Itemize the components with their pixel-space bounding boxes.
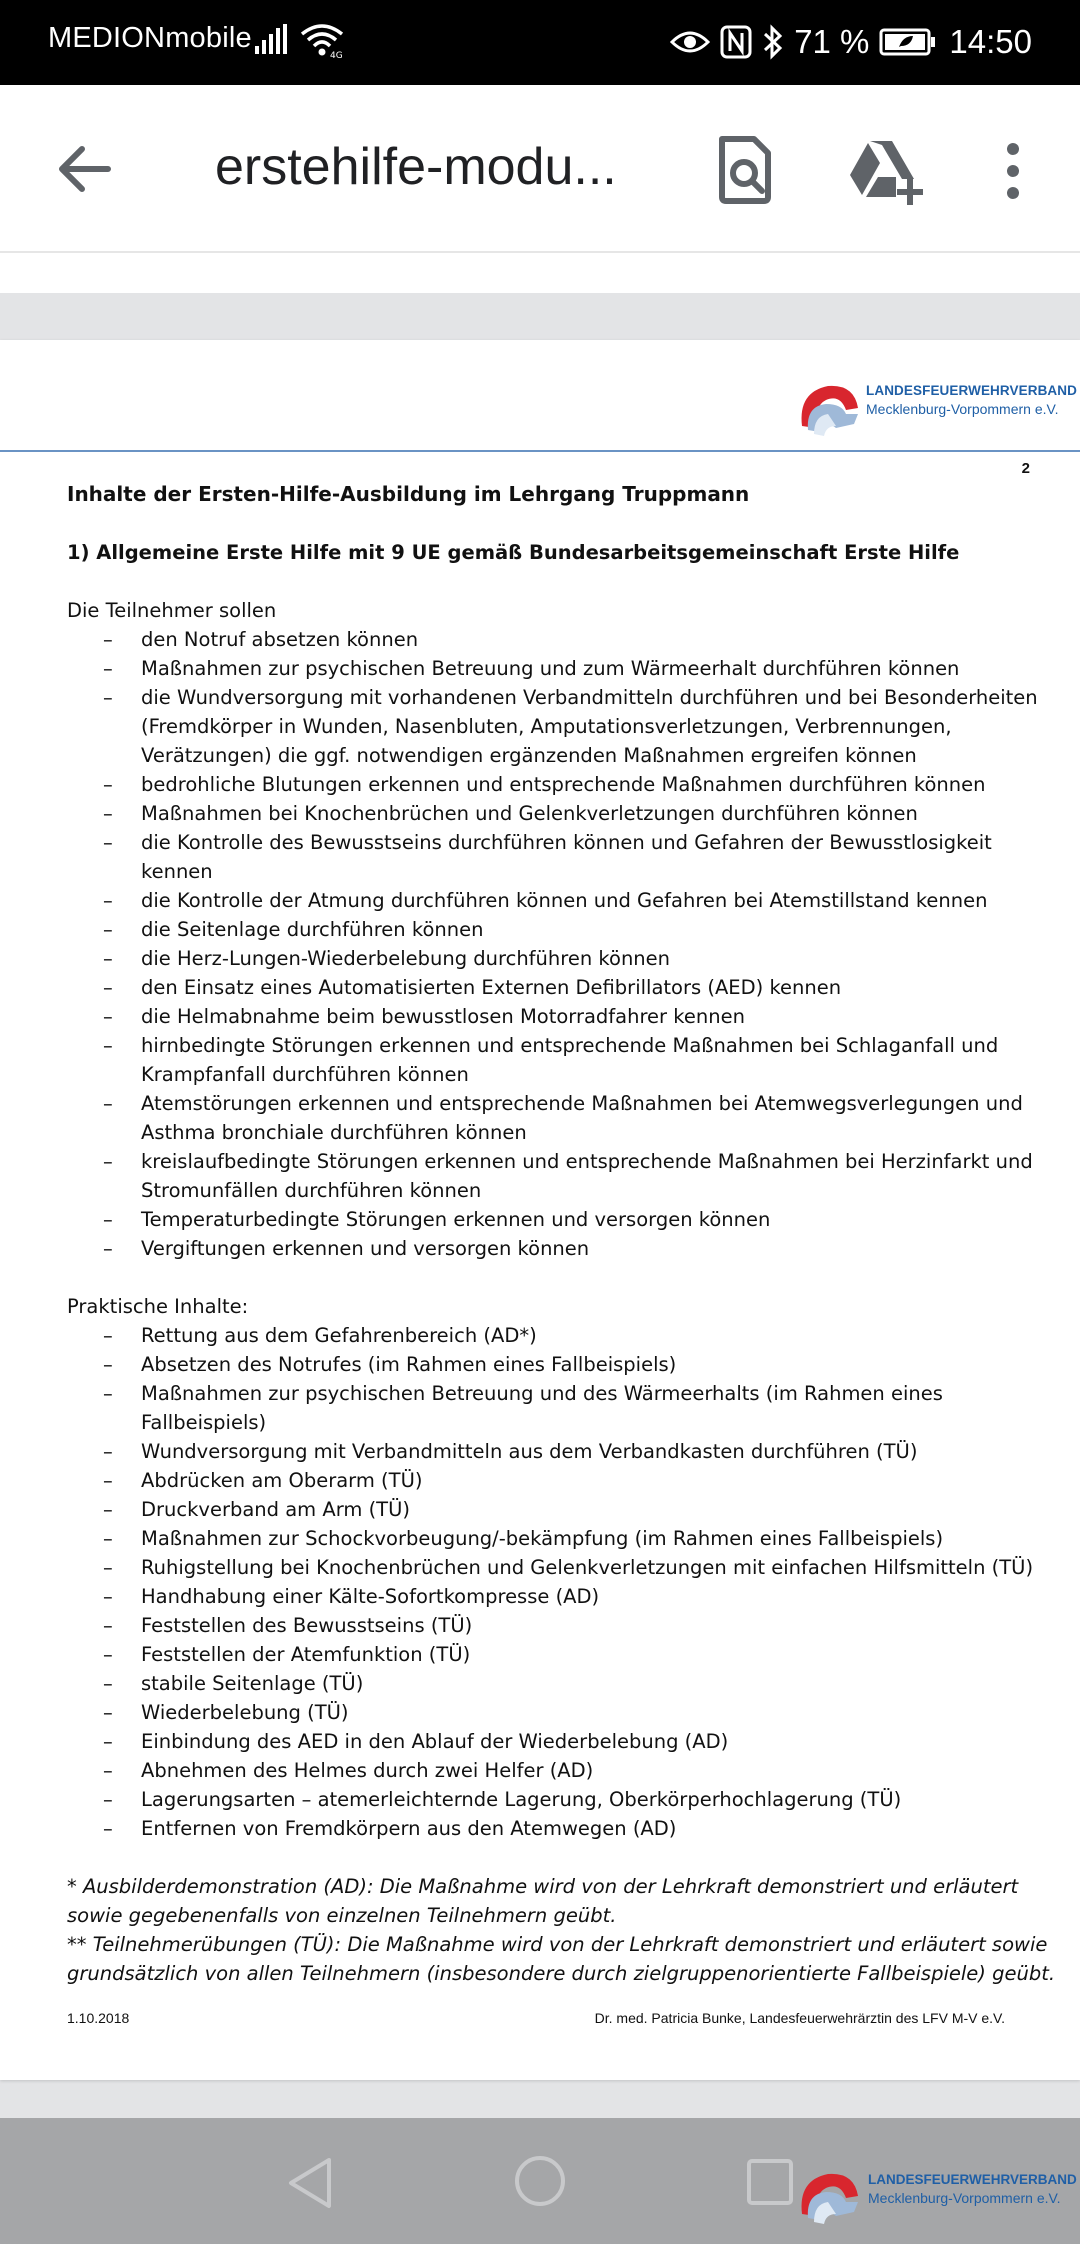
list-item: – die Kontrolle der Atmung durchführen können und Gefahren bei Atemstillstand kennen (67, 886, 1057, 915)
header-divider (0, 450, 1080, 452)
list-item: – Einbindung des AED in den Ablauf der Wiederbelebung (AD) (67, 1727, 1057, 1756)
nav-recents-button[interactable] (746, 2158, 794, 2211)
navigation-bar (0, 2118, 1080, 2244)
list-item: – Feststellen des Bewusstseins (TÜ) (67, 1611, 1057, 1640)
list-item: – Entfernen von Fremdkörpern aus den Atemwegen (AD) (67, 1814, 1057, 1843)
logo-text-line2: Mecklenburg-Vorpommern e.V. (866, 401, 1059, 417)
logo-text-line1: LANDESFEUERWEHRVERBAND (866, 383, 1077, 398)
list-item: – Feststellen der Atemfunktion (TÜ) (67, 1640, 1057, 1669)
list-item: – Wiederbelebung (TÜ) (67, 1698, 1057, 1727)
add-to-drive-button[interactable] (848, 139, 926, 205)
watermark-logo (796, 2160, 1077, 2230)
list-item: – Lagerungsarten – atemerleichternde Lagerung, Oberkörperhochlagerung (TÜ) (67, 1785, 1057, 1814)
list-item: – stabile Seitenlage (TÜ) (67, 1669, 1057, 1698)
list-item: – den Einsatz eines Automatisierten Externen Defibrillators (AED) kennen (67, 973, 1057, 1002)
list-item: – Ruhigstellung bei Knochenbrüchen und Gelenkverletzungen mit einfachen Hilfsmitteln (TÜ) (67, 1553, 1057, 1582)
footnote-ad: * Ausbilderdemonstration (AD): Die Maßnahme wird von der Lehrkraft demonstriert und erläutert sowie gegebenenfalls von einzelnen Teilnehmern geübt. (67, 1875, 1019, 1927)
list-item: – Maßnahmen bei Knochenbrüchen und Gelenkverletzungen durchführen können (67, 799, 1057, 828)
svg-text:4G: 4G (330, 51, 343, 58)
list-item: – die Kontrolle des Bewusstseins durchführen können und Gefahren der Bewusstlosigkeit kennen (67, 828, 1057, 886)
app-bar (0, 85, 1080, 253)
back-arrow-icon (52, 137, 116, 201)
list-item: – die Seitenlage durchführen können (67, 915, 1057, 944)
practical-intro: Praktische Inhalte: (67, 1295, 249, 1318)
eye-icon (670, 28, 710, 56)
list-item: – Abnehmen des Helmes durch zwei Helfer (AD) (67, 1756, 1057, 1785)
footer-date: 1.10.2018 (67, 2010, 130, 2026)
list-item: – Atemstörungen erkennen und entsprechende Maßnahmen bei Atemwegsverlegungen und Asthma bronchiale durchführen können (67, 1089, 1057, 1147)
document-page[interactable] (0, 340, 1080, 2080)
status-bar (0, 0, 1080, 85)
helmet-logo-icon (796, 374, 862, 436)
lfv-logo (796, 374, 1077, 438)
page-number: 2 (1021, 460, 1030, 477)
list-item: – kreislaufbedingte Störungen erkennen und entsprechende Maßnahmen bei Herzinfarkt und Stromunfällen durchführen können (67, 1147, 1057, 1205)
add-to-drive-icon (848, 139, 926, 205)
battery-icon (879, 28, 937, 56)
more-vert-icon (995, 141, 1031, 201)
helmet-logo-icon (796, 2162, 862, 2224)
list-item: – Rettung aus dem Gefahrenbereich (AD*) (67, 1321, 1057, 1350)
list-item: – die Herz-Lungen-Wiederbelebung durchführen können (67, 944, 1057, 973)
back-button[interactable] (52, 137, 116, 201)
nav-back-button[interactable] (285, 2156, 335, 2215)
bluetooth-icon (762, 24, 784, 60)
watermark-text-line1: LANDESFEUERWEHRVERBAND (868, 2172, 1077, 2187)
find-in-document-button[interactable] (710, 135, 780, 205)
list-item: – bedrohliche Blutungen erkennen und entsprechende Maßnahmen durchführen können (67, 770, 1057, 799)
list-item: – Maßnahmen zur Schockvorbeugung/-bekämpfung (im Rahmen eines Fallbeispiels) (67, 1524, 1057, 1553)
nav-recents-icon (746, 2158, 794, 2206)
list-item: – hirnbedingte Störungen erkennen und entsprechende Maßnahmen bei Schlaganfall und Krampfanfall durchführen können (67, 1031, 1057, 1089)
footnote-tu: ** Teilnehmerübungen (TÜ): Die Maßnahme wird von der Lehrkraft demonstriert und erläutert sowie grundsätzlich von allen Teilnehmern (insbesondere durch zielgruppenorientierte Fallbeispiele) geübt. (67, 1933, 1056, 1985)
list-item: – die Helmabnahme beim bewusstlosen Motorradfahrer kennen (67, 1002, 1057, 1031)
watermark-text-line2: Mecklenburg-Vorpommern e.V. (868, 2190, 1061, 2206)
list-item: – Absetzen des Notrufes (im Rahmen eines Fallbeispiels) (67, 1350, 1057, 1379)
battery-percent: 71 % (794, 23, 870, 60)
list-item: – Maßnahmen zur psychischen Betreuung und zum Wärmeerhalt durchführen können (67, 654, 1057, 683)
list-item: – Druckverband am Arm (TÜ) (67, 1495, 1057, 1524)
clock: 14:50 (949, 23, 1032, 60)
list-item: – Maßnahmen zur psychischen Betreuung und des Wärmeerhalts (im Rahmen eines Fallbeispiels) (67, 1379, 1057, 1437)
practical-list (67, 1321, 1057, 1843)
carrier-name: MEDIONmobile (48, 22, 252, 54)
footer-author: Dr. med. Patricia Bunke, Landesfeuerwehrärztin des LFV M-V e.V. (594, 2010, 1005, 2026)
list-item: – Temperaturbedingte Störungen erkennen und versorgen können (67, 1205, 1057, 1234)
document-body (67, 480, 1057, 1988)
previous-page-edge (0, 253, 1080, 293)
footnotes (67, 1872, 1057, 1988)
nav-home-icon (512, 2153, 568, 2209)
more-options-button[interactable] (995, 141, 1031, 201)
list-item: – die Wundversorgung mit vorhandenen Verbandmitteln durchführen und bei Besonderheiten (Fremdkörper in Wunden, Nasenbluten, Amputationsverletzungen, Verbrennungen, Verätzungen) die ggf. notwendigen ergänzenden Maßnahmen ergreifen können (67, 683, 1057, 770)
find-in-document-icon (710, 135, 780, 205)
participants-list (67, 625, 1057, 1263)
participants-intro: Die Teilnehmer sollen (67, 599, 277, 622)
nav-home-button[interactable] (512, 2153, 568, 2214)
list-item: – Vergiftungen erkennen und versorgen können (67, 1234, 1057, 1263)
list-item: – Wundversorgung mit Verbandmitteln aus dem Verbandkasten durchführen (TÜ) (67, 1437, 1057, 1466)
document-heading: Inhalte der Ersten-Hilfe-Ausbildung im Lehrgang Truppmann (67, 482, 750, 506)
list-item: – Abdrücken am Oberarm (TÜ) (67, 1466, 1057, 1495)
list-item: – Handhabung einer Kälte-Sofortkompresse (AD) (67, 1582, 1057, 1611)
nav-back-icon (285, 2156, 335, 2210)
signal-icon (255, 24, 289, 59)
section-heading: 1) Allgemeine Erste Hilfe mit 9 UE gemäß Bundesarbeitsgemeinschaft Erste Hilfe (67, 541, 960, 564)
wifi-icon (300, 22, 344, 63)
list-item: – den Notruf absetzen können (67, 625, 1057, 654)
document-title: erstehilfe-modu... (215, 138, 617, 196)
nfc-icon (720, 25, 752, 59)
